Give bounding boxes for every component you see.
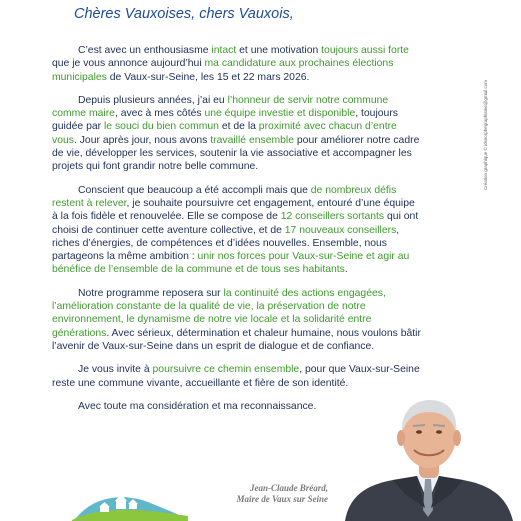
body-text: . Jour après jour, nous avons bbox=[73, 134, 211, 146]
village-logo bbox=[70, 478, 190, 521]
body-text: pour améliorer notre cadre de vie, développer les services, soutenir la vie associative et accompagner les projets qui font grandir notre belle commune. bbox=[52, 134, 420, 173]
graphic-credit: Création graphique © idsnorphegraphisme@gmail.com bbox=[483, 80, 488, 190]
paragraph-4 bbox=[52, 287, 422, 353]
signature-role: Maire de Vaux sur Seine bbox=[236, 494, 328, 504]
body-text: , avec à mes côtés bbox=[114, 108, 205, 120]
body-text: que je vous annonce aujourd’hui bbox=[52, 58, 205, 70]
signature-name: Jean-Claude Bréard, bbox=[249, 483, 328, 493]
body-text: Notre programme reposera sur bbox=[78, 287, 224, 299]
highlight-text: une équipe investie et disponible bbox=[204, 108, 356, 120]
highlight-text: travaillé ensemble bbox=[210, 134, 295, 146]
body-text: Depuis plusieurs années, j’ai eu bbox=[78, 94, 228, 106]
body-text: , pour que Vaux-sur-Seine reste une commune vivante, accueillante et fière de son identité. bbox=[52, 364, 420, 389]
highlight-text: poursuivre ce chemin ensemble bbox=[152, 364, 300, 376]
body-text: , je souhaite poursuivre cet engagement, entouré d’une équipe à la fois fidèle et renouvelée. Elle se compose de bbox=[52, 197, 415, 223]
signature bbox=[214, 483, 328, 505]
body-text: qui ont choisi de continuer cette aventure collective, et de bbox=[52, 211, 419, 236]
paragraph-5 bbox=[52, 363, 422, 390]
body-text: et une motivation bbox=[236, 45, 322, 56]
body-text: et de la bbox=[218, 121, 259, 133]
greeting: Chères Vauxoises, chers Vauxois, bbox=[74, 6, 294, 22]
highlight-text: unir nos forces pour Vaux-sur-Seine et agir au bénéfice de l’ensemble de la commune et de tous ses habitants bbox=[52, 251, 410, 276]
body-text: Je vous invite à bbox=[78, 364, 153, 376]
body-text: , riches d’énergies, de compétences et d’idées nouvelles. Ensemble, nous partageons la même ambition : bbox=[52, 224, 400, 263]
body-text: Conscient que beaucoup a été accompli mais que bbox=[78, 184, 311, 196]
highlight-text: la continuité des actions engagées, l’amélioration constante de la qualité de vie, la préservation de notre environnement, le dynamisme de notre vie locale et la solidarité entre générations bbox=[52, 287, 386, 339]
mayor-portrait bbox=[335, 392, 521, 521]
paragraph-2 bbox=[52, 94, 422, 174]
highlight-text: l’honneur de servir notre commune comme maire bbox=[52, 94, 389, 120]
body-text: . Avec sérieux, détermination et chaleur humaine, nous voulons bâtir l’avenir de Vaux-sur-Seine dans un esprit de dialogue et de confiance. bbox=[52, 327, 421, 352]
body-text: , toujours guidée par bbox=[52, 108, 398, 133]
body-text: C’est avec un enthousiasme bbox=[78, 45, 212, 56]
highlight-text: toujours aussi forte bbox=[321, 45, 409, 56]
highlight-text: le souci du bien commun bbox=[104, 121, 219, 133]
body-text: Avec toute ma considération et ma reconnaissance. bbox=[78, 400, 317, 412]
highlight-text: proximité avec chacun d’entre vous bbox=[52, 121, 397, 146]
letter-body bbox=[52, 44, 422, 423]
body-text: . bbox=[344, 264, 348, 276]
highlight-text: 17 nouveaux conseillers bbox=[284, 224, 397, 236]
highlight-text: 12 conseillers sortants bbox=[280, 211, 385, 223]
highlight-text: de nombreux défis restent à relever bbox=[52, 184, 397, 209]
highlight-text: ma candidature aux prochaines élections municipales bbox=[52, 58, 394, 83]
body-text: de Vaux-sur-Seine, les 15 et 22 mars 2026. bbox=[106, 71, 310, 83]
paragraph-1 bbox=[52, 44, 422, 84]
highlight-text: intact bbox=[211, 45, 237, 56]
paragraph-3 bbox=[52, 184, 422, 277]
